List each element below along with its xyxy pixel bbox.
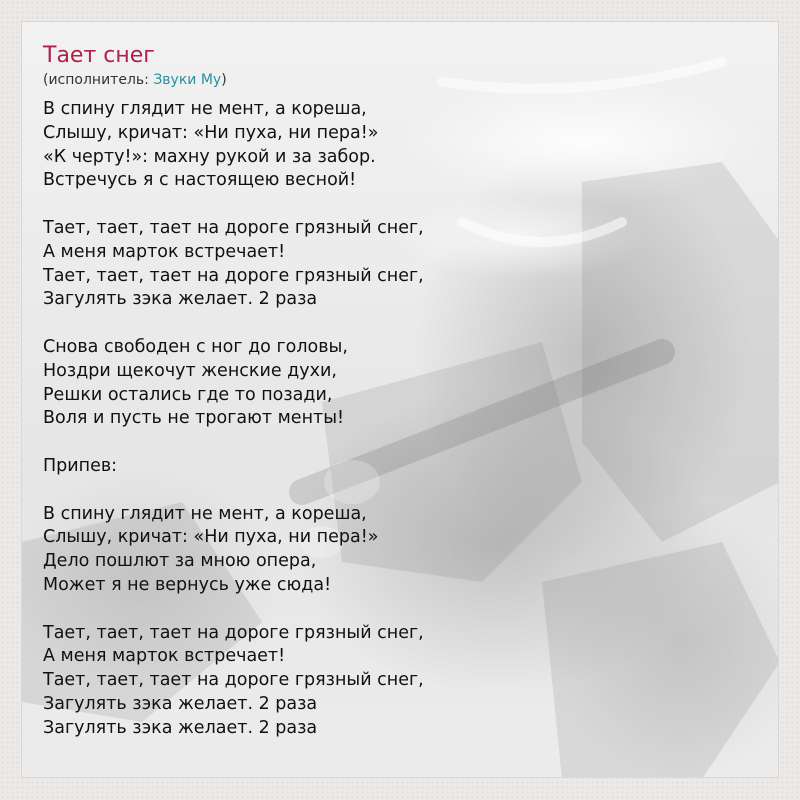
lyrics-line: Тает, тает, тает на дороге грязный снег,: [43, 622, 424, 643]
lyrics-line: В спину глядит не мент, а кореша,: [43, 99, 367, 119]
lyrics-line: Дело пошлют за мною опера,: [43, 551, 317, 572]
performer-prefix: (исполнитель:: [43, 72, 154, 88]
lyrics-stanza: [43, 217, 758, 312]
lyrics-line: Слышу, кричат: «Ни пуха, ни пера!»: [43, 527, 379, 548]
lyrics-line: Решки остались где то позади,: [43, 384, 333, 405]
lyrics-line: В спину глядит не мент, а кореша,: [43, 503, 367, 524]
song-title: Тает снег: [43, 43, 155, 68]
lyrics-line: Припев:: [43, 455, 118, 476]
lyrics-line: Загулять зэка желает. 2 раза: [43, 717, 318, 738]
performer-line: [43, 71, 758, 89]
lyrics-line: Снова свободен с ног до головы,: [43, 336, 348, 357]
lyrics-text: [43, 98, 758, 764]
artist-link[interactable]: Звуки Му: [153, 72, 222, 88]
lyrics-line: Слышу, кричат: «Ни пуха, ни пера!»: [43, 122, 379, 143]
lyrics-line: Воля и пусть не трогают менты!: [43, 408, 345, 429]
performer-suffix: ): [221, 72, 227, 88]
lyrics-stanza: [43, 503, 758, 598]
lyrics-line: Может я не вернусь уже сюда!: [43, 574, 332, 595]
lyrics-line: «К черту!»: махну рукой и за забор.: [43, 146, 376, 167]
lyrics-line: А меня марток встречает!: [43, 241, 286, 262]
song-header: [43, 41, 758, 89]
lyrics-card: [21, 21, 779, 778]
lyrics-line: Тает, тает, тает на дороге грязный снег,: [43, 670, 424, 691]
lyrics-stanza: [43, 98, 758, 193]
lyrics-line: Встречусь я с настоящею весной!: [43, 170, 357, 191]
lyrics-line: Ноздри щекочут женские духи,: [43, 360, 337, 381]
lyrics-stanza: [43, 622, 758, 741]
lyrics-stanza: [43, 336, 758, 431]
lyrics-line: Загулять зэка желает. 2 раза: [43, 289, 318, 310]
lyrics-line: Тает, тает, тает на дороге грязный снег,: [43, 265, 424, 286]
lyrics-line: А меня марток встречает!: [43, 646, 286, 667]
lyrics-stanza: [43, 455, 758, 479]
lyrics-line: Загулять зэка желает. 2 раза: [43, 693, 318, 714]
lyrics-line: Тает, тает, тает на дороге грязный снег,: [43, 217, 424, 238]
